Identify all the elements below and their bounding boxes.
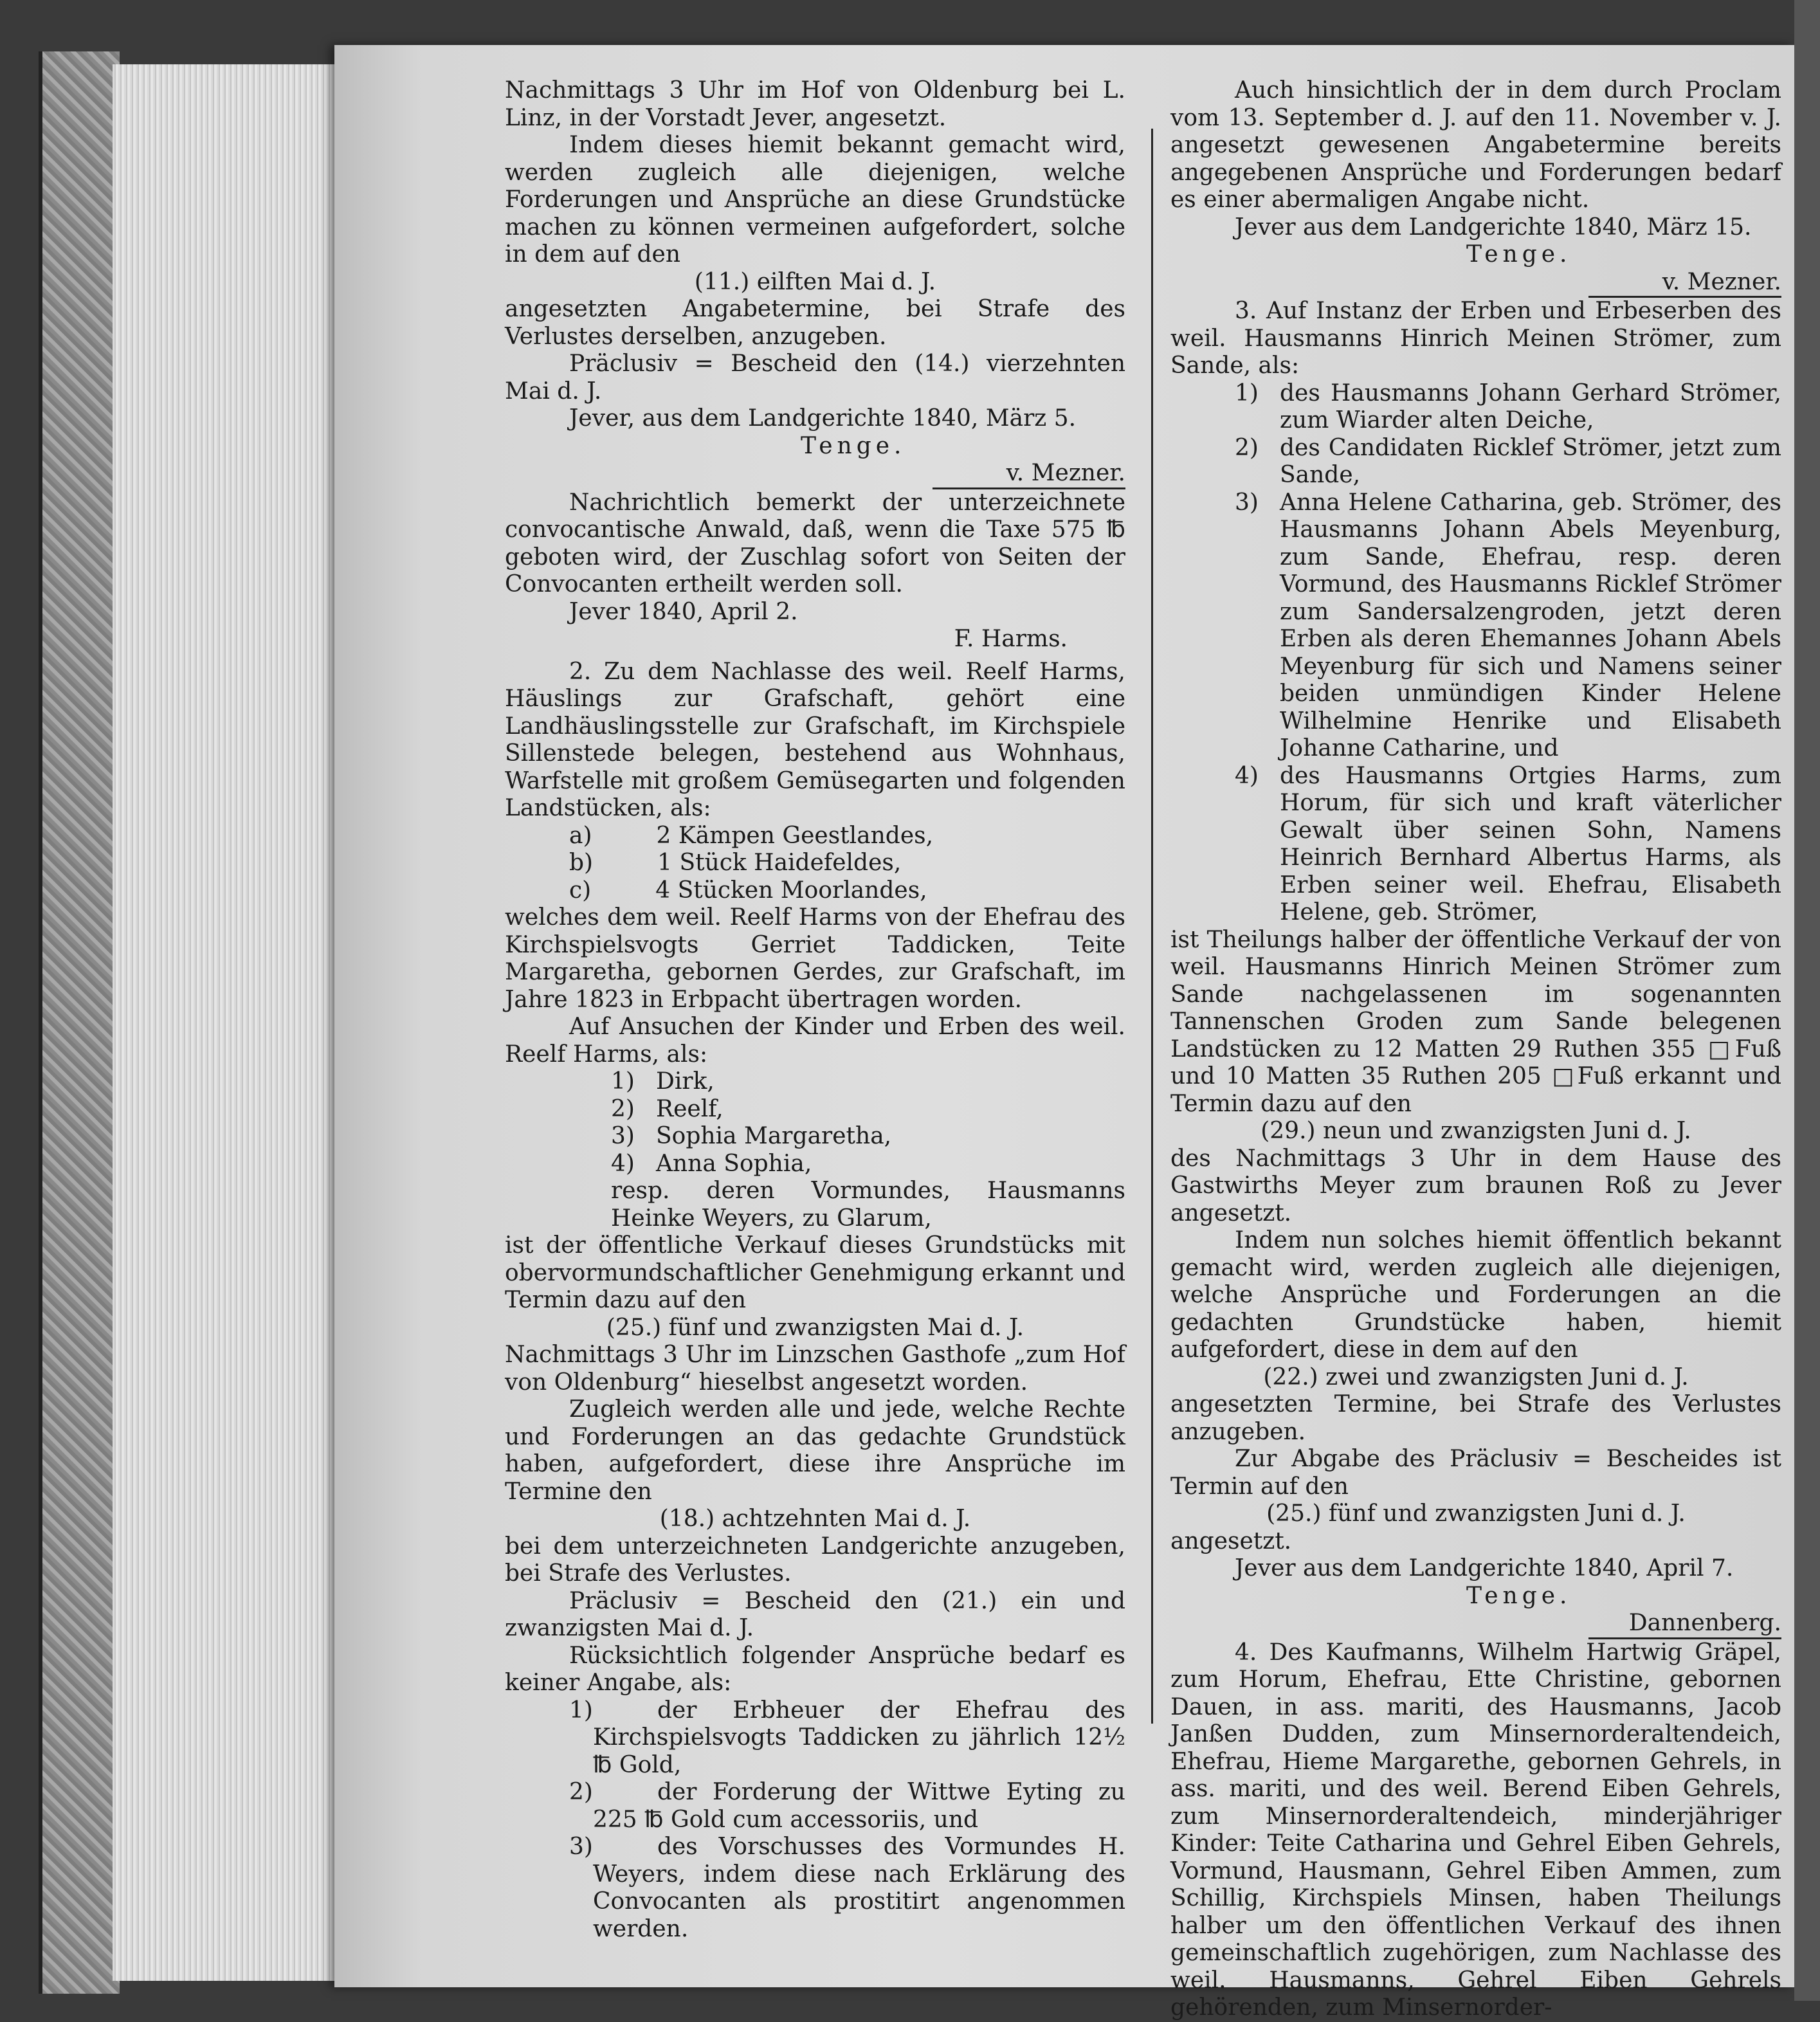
left-paragraph-9: resp. deren Vormundes, Hausmanns Heinke Weyers, zu Glarum, xyxy=(611,1178,1125,1232)
list-key: c) xyxy=(569,877,592,904)
list-item xyxy=(611,1123,1125,1151)
list-value: 2 Kämpen Geestlandes, xyxy=(656,822,934,849)
list-item xyxy=(611,1068,1125,1096)
list-value: der Forderung der Wittwe Eyting zu 225 ℔ Gold cum accessoriis, und xyxy=(592,1779,1125,1833)
left-paragraph-2: Indem dieses hiemit bekannt gemacht wird, werden zugleich alle diejenigen, welche Forderungen und Ansprüche an diese Grundstücke machen zu können vermeinen aufgefordert, solche in dem auf den xyxy=(505,132,1125,268)
list-value: des Candidaten Ricklef Strömer, jetzt zum Sande, xyxy=(1280,434,1781,488)
left-date-1: (11.) eilften Mai d. J. xyxy=(694,268,936,295)
signature-harms: F. Harms. xyxy=(954,626,1068,652)
left-signature-block-1 xyxy=(505,433,1125,460)
signature-mezner-text: v. Mezner. xyxy=(1588,269,1781,298)
right-paragraph-7: Zur Abgabe des Präclusiv = Bescheides ist Termin auf den xyxy=(1170,1446,1781,1500)
list-item xyxy=(1235,435,1781,489)
right-paragraph-3: ist Theilungs halber der öffentliche Verkauf der von weil. Hausmanns Hinrich Meinen Strömer zum Sande nachgelassenen im sogenannten Tannenschen Groden zum Sande belegenen Landstücken zu 12 Matten 29 Ruthen 355 □Fuß und 10 Matten 35 Ruthen 205 □Fuß erkannt und Termin dazu auf den xyxy=(1170,926,1781,1117)
list-value: Anna Sophia, xyxy=(656,1150,812,1177)
list-item xyxy=(505,1697,1125,1780)
list-key: 4) xyxy=(1235,762,1259,789)
list-value: Anna Helene Catharina, geb. Strömer, des Hausmanns Johann Abels Meyenburg, zum Sande, Ehefrau, resp. deren Vormund, des Hausmanns Ricklef Strömer zum Sandersalzengroden, jetzt deren Erben als deren Ehemannes Johann Abels Meyenburg für sich und Namens seiner beiden unmündigen Kinder Helene Wilhelmine Henrike und Elisabeth Johanne Catharine, und xyxy=(1280,489,1781,761)
list-item xyxy=(505,877,1125,905)
left-paragraph-3: angesetzten Angabetermine, bei Strafe des Verlustes derselben, anzugeben. xyxy=(505,296,1125,350)
left-list-2 xyxy=(505,1068,1125,1178)
signature-mezner-text: v. Mezner. xyxy=(933,460,1125,489)
list-value: Reelf, xyxy=(656,1095,723,1122)
list-value: 1 Stück Haidefeldes, xyxy=(657,850,902,876)
right-paragraph-6: angesetzten Termine, bei Strafe des Verlustes anzugeben. xyxy=(1170,1391,1781,1445)
right-column xyxy=(1170,77,1781,2022)
list-value: Dirk, xyxy=(656,1068,714,1095)
left-paragraph-13: bei dem unterzeichneten Landgerichte anzugeben, bei Strafe des Verlustes. xyxy=(505,1533,1125,1587)
left-place-date-1: Jever, aus dem Landgerichte 1840, März 5. xyxy=(569,405,1077,432)
signature-tenge: Tenge. xyxy=(801,432,906,459)
right-paragraph-2: 3. Auf Instanz der Erben und Erbeserben des weil. Hausmanns Hinrich Meinen Strömer, zum Sande, als: xyxy=(1170,298,1781,379)
right-place-date-2: Jever aus dem Landgerichte 1840, April 7. xyxy=(1235,1555,1734,1581)
list-key: 4) xyxy=(611,1150,635,1177)
scan-border xyxy=(1794,0,1820,2001)
left-paragraph-15: Rücksichtlich folgender Ansprüche bedarf es keiner Angabe, als: xyxy=(505,1642,1125,1696)
left-paragraph-12: Zugleich werden alle und jede, welche Rechte und Forderungen an das gedachte Grundstück haben, aufgefordert, diese ihre Ansprüche im Termine den xyxy=(505,1396,1125,1505)
right-paragraph-4: des Nachmittags 3 Uhr in dem Hause des Gastwirths Meyer zum braunen Roß zu Jever angesetzt. xyxy=(1170,1145,1781,1226)
list-key: 2) xyxy=(569,1779,593,1805)
right-place-date-1: Jever aus dem Landgerichte 1840, März 15. xyxy=(1235,214,1752,241)
right-paragraph-9: 4. Des Kaufmanns, Wilhelm Hartwig Gräpel, zum Horum, Ehefrau, Ette Christine, gebornen Dauen, in ass. mariti, des Hausmanns, Jacob Janßen Dudden, zum Minsernorderaltendeich, Ehefrau, Hieme Margarethe, gebornen Gehrels, in ass. mariti, und des weil. Berend Eiben Gehrels, zum Minsernorderaltendeich, minderjähriger Kinder: Teite Catharina und Gehrel Eiben Gehrels, Vormund, Hausmann, Gehrel Eiben Ammen, zum Schillig, Kirchspiels Minsen, haben Theilungs halber um den öffentlichen Verkauf des ihnen gemeinschaftlich zugehörigen, zum Nachlasse des weil. Hausmanns, Gehrel Eiben Gehrels gehörenden, zum Minsernorder- xyxy=(1170,1639,1781,2021)
list-item xyxy=(1235,763,1781,927)
list-key: 2) xyxy=(1235,434,1259,461)
right-date-2: (22.) zwei und zwanzigsten Juni d. J. xyxy=(1263,1363,1689,1390)
list-item xyxy=(505,850,1125,877)
list-item xyxy=(505,1779,1125,1834)
right-paragraph-8: angesetzt. xyxy=(1170,1527,1292,1554)
left-place-date-2: Jever 1840, April 2. xyxy=(569,598,798,625)
list-key: 3) xyxy=(569,1834,593,1860)
list-item xyxy=(505,823,1125,850)
column-divider xyxy=(1151,129,1153,1724)
left-paragraph-14: Präclusiv = Bescheid den (21.) ein und zwanzigsten Mai d. J. xyxy=(505,1587,1125,1641)
list-item xyxy=(505,1834,1125,1943)
left-list-3 xyxy=(505,1697,1125,1944)
signature-mezner xyxy=(505,460,1125,489)
list-value: des Vorschusses des Vormundes H. Weyers, indem diese nach Erklärung des Convocanten als prostitirt angenommen werden. xyxy=(592,1834,1125,1942)
list-key: 2) xyxy=(611,1095,635,1122)
list-item xyxy=(611,1151,1125,1178)
left-date-2: (25.) fünf und zwanzigsten Mai d. J. xyxy=(606,1314,1024,1341)
list-value: 4 Stücken Moorlandes, xyxy=(655,877,927,904)
right-paragraph-5: Indem nun solches hiemit öffentlich bekannt gemacht wird, werden zugleich alle diejenigen, welche Ansprüche und Forderungen an die gedachten Grundstücke haben, hiemit aufgefordert, diese in dem auf den xyxy=(1170,1227,1781,1363)
signature-tenge: Tenge. xyxy=(1466,241,1572,268)
list-key: 1) xyxy=(569,1697,593,1724)
list-item xyxy=(1235,489,1781,763)
left-list-1 xyxy=(505,823,1125,905)
signature-dannenberg-text: Dannenberg. xyxy=(1588,1610,1781,1639)
page-edges xyxy=(113,64,350,1981)
left-paragraph-11: Nachmittags 3 Uhr im Linzschen Gasthofe „zum Hof von Oldenburg“ hieselbst angesetzt worden. xyxy=(505,1342,1125,1396)
right-paragraph-1: Auch hinsichtlich der in dem durch Proclam vom 13. September d. J. auf den 11. November v. J. angesetzt gewesenen Angabetermine bereits angegebenen Ansprüche und Forderungen bedarf es einer abermaligen Angabe nicht. xyxy=(1170,77,1781,213)
list-key: 3) xyxy=(611,1123,635,1149)
book-spine xyxy=(39,51,120,1994)
left-paragraph-1: Nachmittags 3 Uhr im Hof von Oldenburg bei L. Linz, in der Vorstadt Jever, angesetzt. xyxy=(505,77,1125,131)
list-key: b) xyxy=(569,850,594,876)
signature-dannenberg xyxy=(1170,1610,1781,1639)
list-key: 1) xyxy=(611,1068,635,1095)
right-date-3: (25.) fünf und zwanzigsten Juni d. J. xyxy=(1266,1500,1686,1527)
list-key: a) xyxy=(569,822,592,849)
list-key: 1) xyxy=(1235,379,1259,406)
left-paragraph-7: welches dem weil. Reelf Harms von der Ehefrau des Kirchspielsvogts Gerriet Taddicken, Teite Margaretha, gebornen Gerdes, zur Grafschaft, im Jahre 1823 in Erbpacht übertragen worden. xyxy=(505,904,1125,1013)
list-value: des Hausmanns Ortgies Harms, zum Horum, für sich und kraft väterlicher Gewalt über seinen Sohn, Namens Heinrich Bernhard Albertus Harms, als Erben seiner weil. Ehefrau, Elisabeth Helene, geb. Strömer, xyxy=(1280,762,1781,925)
signature-tenge: Tenge. xyxy=(1466,1582,1572,1609)
left-paragraph-4: Präclusiv = Bescheid den (14.) vierzehnten Mai d. J. xyxy=(505,351,1125,405)
left-paragraph-5: Nachrichtlich bemerkt der unterzeichnete convocantische Anwald, daß, wenn die Taxe 575 ℔ geboten wird, der Zuschlag sofort von Seiten der Convocanten ertheilt werden soll. xyxy=(505,489,1125,597)
right-list-1 xyxy=(1170,380,1781,927)
list-key: 3) xyxy=(1235,489,1259,516)
left-column xyxy=(505,77,1125,1943)
right-date-1: (29.) neun und zwanzigsten Juni d. J. xyxy=(1260,1118,1691,1144)
list-value: des Hausmanns Johann Gerhard Strömer, zum Wiarder alten Deiche, xyxy=(1280,379,1781,433)
left-paragraph-6: 2. Zu dem Nachlasse des weil. Reelf Harms, Häuslings zur Grafschaft, gehört eine Landhäuslingsstelle zur Grafschaft, im Kirchspiele Sillenstede belegen, bestehend aus Wohnhaus, Warfstelle mit großem Gemüsegarten und folgenden Landstücken, als: xyxy=(505,658,1125,821)
signature-mezner xyxy=(1170,269,1781,298)
list-value: der Erbheuer der Ehefrau des Kirchspielsvogts Taddicken zu jährlich 12½ ℔ Gold, xyxy=(592,1697,1125,1778)
list-item xyxy=(611,1096,1125,1124)
left-paragraph-10: ist der öffentliche Verkauf dieses Grundstücks mit obervormundschaftlicher Genehmigung erkannt und Termin dazu auf den xyxy=(505,1232,1125,1313)
list-value: Sophia Margaretha, xyxy=(656,1123,892,1149)
list-item xyxy=(1235,380,1781,435)
left-paragraph-8: Auf Ansuchen der Kinder und Erben des weil. Reelf Harms, als: xyxy=(505,1014,1125,1068)
left-date-3: (18.) achtzehnten Mai d. J. xyxy=(659,1506,971,1532)
